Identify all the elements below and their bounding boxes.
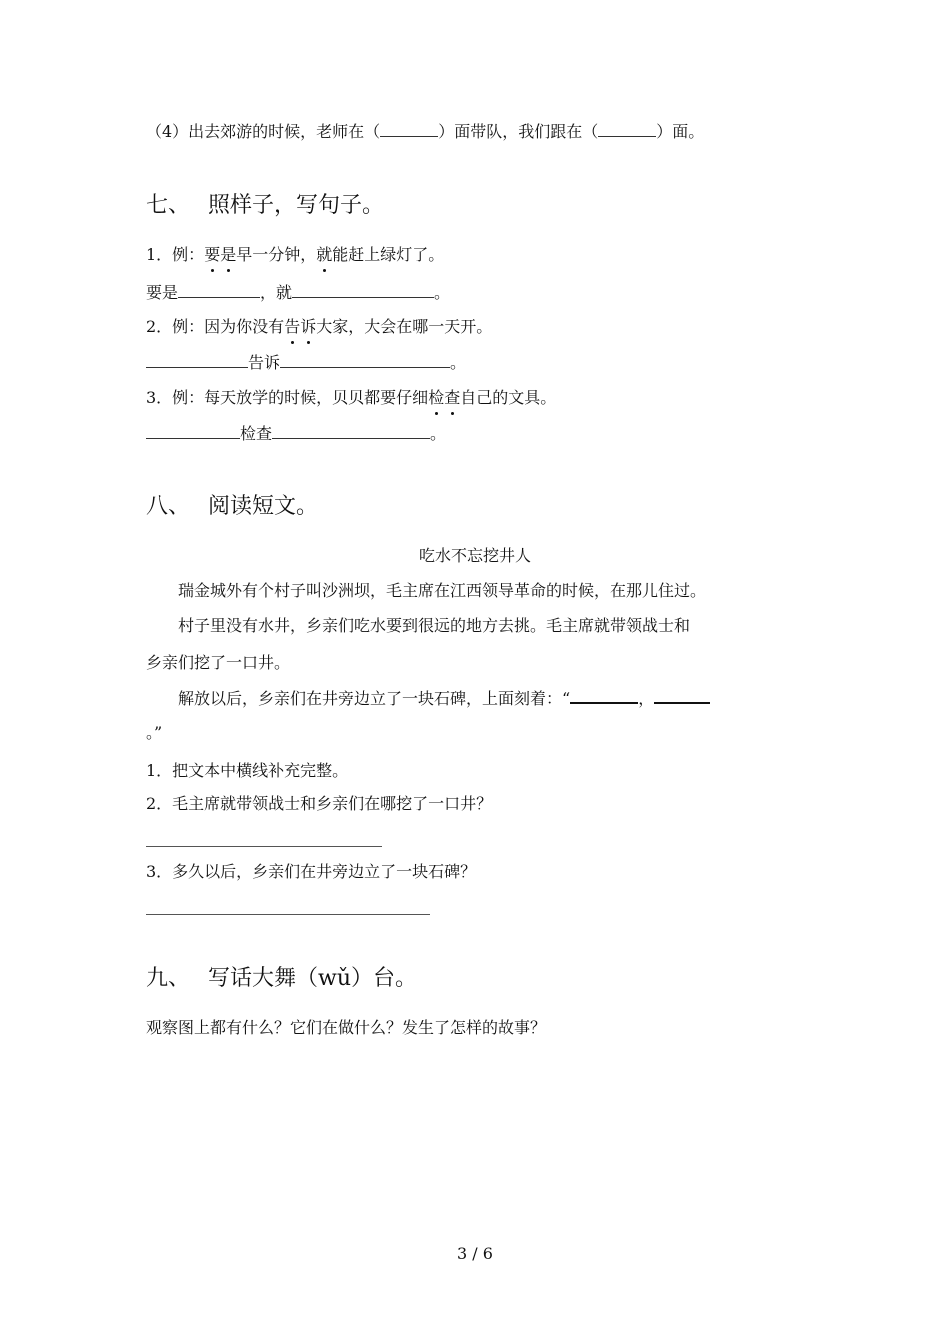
passage-paragraph-1: 瑞金城外有个村子叫沙洲坝，毛主席在江西领导革命的时候，在那儿住过。 — [178, 581, 707, 600]
answer-blank[interactable] — [654, 688, 710, 704]
example-2: 2．例：因为你没有告诉大家，大会在哪一天开。 — [146, 317, 493, 336]
section-7-heading: 七、 照样子，写句子。 — [146, 193, 385, 218]
emphasis-char: 检 — [428, 388, 445, 407]
passage-title: 吃水不忘挖井人 — [418, 546, 531, 565]
answer-line[interactable] — [146, 846, 382, 847]
answer-blank[interactable] — [292, 283, 434, 298]
answer-blank[interactable] — [570, 688, 638, 704]
emphasis-char: 是 — [220, 245, 237, 264]
passage-paragraph-2: 村子里没有水井，乡亲们吃水要到很远的地方去挑。毛主席就带领战士和 — [178, 616, 691, 635]
answer-blank[interactable] — [272, 424, 430, 439]
answer-blank[interactable] — [598, 122, 656, 137]
question-4: （4）出去郊游的时候，老师在（ ）面带队，我们跟在（ ）面。 — [146, 122, 705, 141]
writing-prompt: 观察图上都有什么？它们在做什么？发生了怎样的故事？ — [146, 1018, 547, 1037]
answer-blank[interactable] — [146, 353, 248, 368]
reading-question-1: 1．把文本中横线补充完整。 — [146, 761, 349, 780]
emphasis-char: 就 — [316, 245, 333, 264]
emphasis-char: 告 — [284, 317, 301, 336]
page-number: 3 / 6 — [457, 1244, 493, 1263]
example-1: 1．例：要是早一分钟，就能赶上绿灯了。 — [146, 245, 445, 264]
reading-question-3: 3．多久以后，乡亲们在井旁边立了一块石碑？ — [146, 862, 477, 881]
emphasis-char: 诉 — [300, 317, 317, 336]
passage-paragraph-3: 解放以后，乡亲们在井旁边立了一块石碑，上面刻着：“ ， — [178, 688, 710, 710]
answer-blank[interactable] — [280, 353, 450, 368]
answer-blank[interactable] — [178, 283, 260, 298]
reading-question-2: 2．毛主席就带领战士和乡亲们在哪挖了一口井？ — [146, 794, 493, 813]
answer-2: 告诉 。 — [146, 352, 466, 374]
section-8-heading: 八、 阅读短文。 — [146, 494, 319, 519]
example-3: 3．例：每天放学的时候，贝贝都要仔细检查自己的文具。 — [146, 388, 557, 407]
answer-3: 检查 。 — [146, 423, 446, 445]
answer-1: 要是 ，就 。 — [146, 283, 451, 302]
passage-paragraph-3-end: 。” — [146, 723, 163, 742]
answer-line[interactable] — [146, 914, 430, 915]
passage-paragraph-2-cont: 乡亲们挖了一口井。 — [146, 653, 291, 672]
emphasis-char: 要 — [204, 245, 221, 264]
emphasis-char: 查 — [444, 388, 461, 407]
answer-blank[interactable] — [146, 424, 240, 439]
section-9-heading: 九、 写话大舞（wǔ）台。 — [146, 966, 418, 991]
answer-blank[interactable] — [380, 122, 438, 137]
